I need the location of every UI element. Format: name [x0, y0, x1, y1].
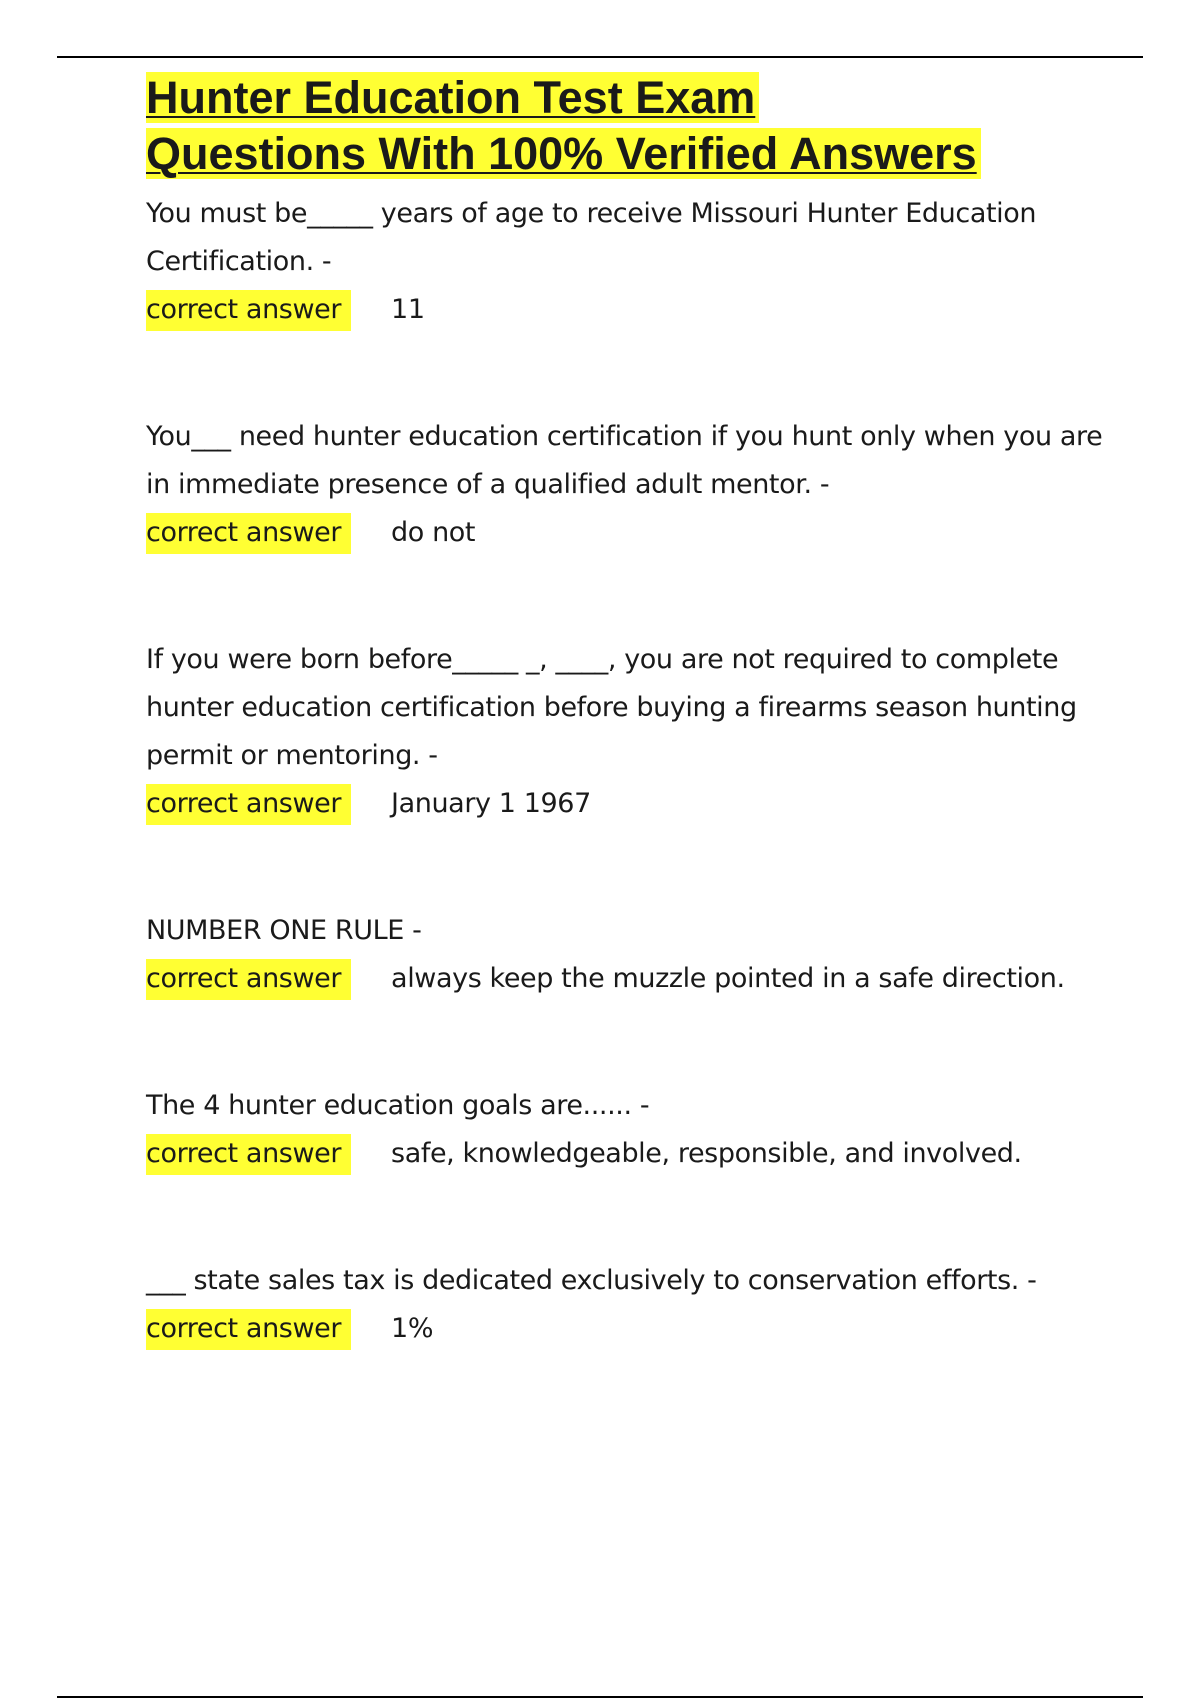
- title-line-2: Questions With 100% Verified Answers: [146, 128, 981, 179]
- title-line-1: Hunter Education Test Exam: [146, 72, 759, 123]
- answer-line: [146, 1305, 1106, 1353]
- answer-line: [146, 1130, 1106, 1178]
- document-body: [146, 70, 1106, 1353]
- answer-text: safe, knowledgeable, responsible, and involved.: [391, 1138, 1022, 1169]
- qa-item-6: [146, 1257, 1106, 1353]
- qa-item-3: [146, 636, 1106, 828]
- qa-item-5: [146, 1082, 1106, 1178]
- question-text: You must be_____ years of age to receive Missouri Hunter Education Certification. -: [146, 198, 1037, 277]
- qa-item-1: [146, 190, 1106, 334]
- answer-line: [146, 780, 1106, 828]
- answer-text: January 1 1967: [391, 788, 591, 819]
- question-text: You___ need hunter education certification if you hunt only when you are in immediate presence of a qualified adult mentor. -: [146, 421, 1103, 500]
- header-rule: [57, 56, 1143, 58]
- answer-label: correct answer: [146, 513, 351, 554]
- question-text: NUMBER ONE RULE -: [146, 915, 422, 946]
- answer-label: correct answer: [146, 1309, 351, 1350]
- question-text: The 4 hunter education goals are...... -: [146, 1090, 650, 1121]
- answer-text: always keep the muzzle pointed in a safe direction.: [391, 963, 1065, 994]
- footer-rule: [57, 1696, 1143, 1698]
- question-text: If you were born before_____ _, ____, you are not required to complete hunter education certification before buying a firearms season hunting permit or mentoring. -: [146, 644, 1077, 771]
- answer-line: [146, 286, 1106, 334]
- qa-item-4: [146, 907, 1106, 1003]
- answer-label: correct answer: [146, 784, 351, 825]
- answer-line: [146, 955, 1106, 1003]
- answer-label: correct answer: [146, 959, 351, 1000]
- qa-item-2: [146, 413, 1106, 557]
- document-title: [146, 70, 1106, 182]
- answer-line: [146, 509, 1106, 557]
- answer-label: correct answer: [146, 1134, 351, 1175]
- answer-label: correct answer: [146, 290, 351, 331]
- answer-text: do not: [391, 517, 476, 548]
- answer-text: 11: [391, 294, 425, 325]
- answer-text: 1%: [391, 1313, 434, 1344]
- question-text: ___ state sales tax is dedicated exclusively to conservation efforts. -: [146, 1265, 1037, 1296]
